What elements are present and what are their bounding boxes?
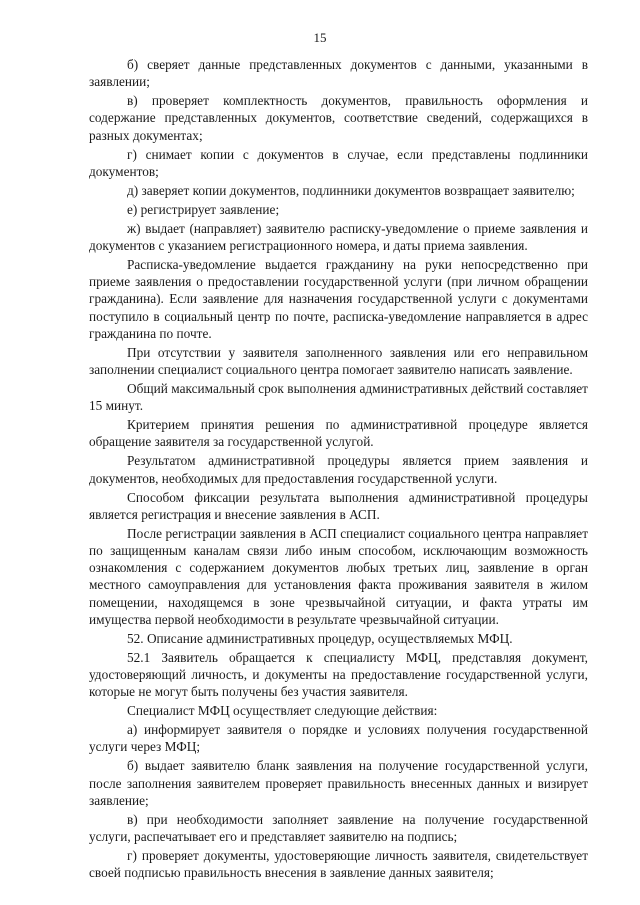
paragraph-mfc-actions-intro: Специалист МФЦ осуществляет следующие действия: (127, 703, 438, 719)
section-heading-52: 52. Описание административных процедур, осуществляемых МФЦ. (127, 630, 513, 646)
paragraph-mfc-item-a: а) информирует заявителя о порядке и условиях получения государственной услуги через МФЦ; (89, 722, 588, 755)
paragraph-mfc-item-v: в) при необходимости заполняет заявление на получение государственной услуги, распечатывает его и представляет заявителю на подпись; (89, 811, 588, 845)
paragraph-item-zh: ж) выдает (направляет) заявителю расписку-уведомление о приеме заявления и документов с указанием регистрационного номера, и даты приема заявления. (89, 220, 588, 254)
paragraph-result-fixation: Способом фиксации результата выполнения административной процедуры является регистрация и внесение заявления в АСП. (89, 489, 588, 522)
paragraph-item-v: в) проверяет комплектность документов, правильность оформления и содержание представленных документов, соответствие сведений, содержащихся в разных документах; (89, 93, 588, 143)
paragraph-item-g: г) снимает копии с документов в случае, если представлены подлинники документов; (89, 146, 588, 179)
paragraph-item-d: д) заверяет копии документов, подлинники документов возвращает заявителю; (127, 182, 575, 198)
paragraph-max-duration: Общий максимальный срок выполнения административных действий составляет 15 минут. (89, 381, 588, 414)
paragraph-mfc-item-b: б) выдает заявителю бланк заявления на получение государственной услуги, после заполнения заявителем проверяет правильность внесенных данных и визирует заявление; (89, 758, 588, 808)
paragraph-item-b: б) сверяет данные представленных документов с данными, указанными в заявлении; (89, 57, 588, 90)
paragraph-item-e: е) регистрирует заявление; (127, 201, 280, 217)
paragraph-mfc-item-g: г) проверяет документы, удостоверяющие личность заявителя, свидетельствует своей подписью правильность внесения в заявление данных заявителя; (89, 848, 588, 881)
paragraph-procedure-result: Результатом административной процедуры является прием заявления и документов, необходимых для предоставления государственной услуги. (89, 453, 588, 486)
paragraph-after-registration: После регистрации заявления в АСП специалист социального центра направляет по защищенным каналам связи либо иным способом, исключающим возможность ознакомления с содержанием документов любых третьих лиц, заявление в орган местного самоуправления для установления факта проживания заявителя в жилом помещении, находящемся в зоне чрезвычайной ситуации, и факта утраты им имущества первой необходимости в результате чрезвычайной ситуации. (89, 525, 588, 627)
paragraph-missing-application: При отсутствии у заявителя заполненного заявления или его неправильном заполнении специалист социального центра помогает заявителю написать заявление. (89, 344, 588, 378)
paragraph-decision-criterion: Критерием принятия решения по административной процедуре является обращение заявителя за государственной услугой. (89, 417, 588, 450)
paragraph-receipt-notice: Расписка-уведомление выдается гражданину на руки непосредственно при приеме заявления о предоставлении государственной услуги (при личном обращении гражданина). Если заявление для назначения государственной услуги с документами поступило в социальный центр по почте, расписка-уведомление направляется в адрес гражданина по почте. (89, 257, 588, 341)
page-number: 15 (313, 30, 327, 45)
document-body (89, 56, 588, 883)
paragraph-52-1: 52.1 Заявитель обращается к специалисту МФЦ, представляя документ, удостоверяющий личность, и документы на предоставление государственной услуги, которые не могут быть получены без участия заявителя. (89, 649, 588, 700)
